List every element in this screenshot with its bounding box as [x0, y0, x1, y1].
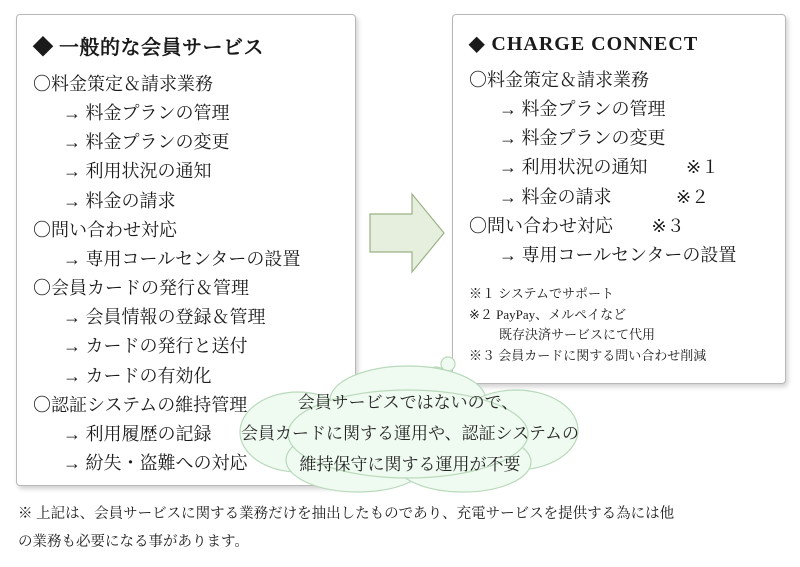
footnote: ※３ 会員カードに関する問い合わせ削減: [469, 347, 707, 363]
callout-line: 会員サービスではないので、: [297, 393, 519, 412]
list-item: [469, 241, 771, 270]
bottom-note-line-2: の業務も必要になる事があります。: [18, 534, 249, 551]
list-item: [469, 95, 771, 124]
list-item: → 専用コールセンターの設置: [63, 248, 301, 269]
list-item-label: → 料金の請求: [499, 186, 612, 207]
list-item: 〇問い合わせ対応: [33, 219, 177, 240]
left-panel-title: ◆ 一般的な会員サービス: [33, 37, 264, 59]
list-item: [469, 183, 771, 212]
right-arrow-icon: [368, 190, 446, 276]
footnote: ※１ システムでサポート: [469, 286, 614, 302]
list-item: → カードの有効化: [63, 365, 212, 386]
list-item: → 紛失・盗難への対応: [63, 453, 248, 474]
list-item: → 料金プランの管理: [63, 103, 230, 124]
list-item: → 利用履歴の記録: [63, 423, 212, 444]
list-item: [469, 153, 771, 182]
list-item-label: → 料金プランの管理: [499, 99, 666, 120]
list-item: [469, 212, 771, 241]
list-item: → 料金の請求: [63, 190, 176, 211]
list-item: [469, 66, 771, 95]
list-item: → 利用状況の通知: [63, 161, 212, 182]
list-item: → 料金プランの変更: [63, 132, 230, 153]
list-item: [469, 124, 771, 153]
list-item-note: ※２: [676, 186, 710, 207]
list-item: → 会員情報の登録＆管理: [63, 307, 266, 328]
list-item: 〇料金策定＆請求業務: [33, 74, 213, 94]
list-item-label: → 利用状況の通知: [499, 157, 648, 178]
callout-line: 会員カードに関する運用や、認証システムの: [241, 423, 579, 443]
footnote: ※２ PayPay、メルペイなど: [469, 306, 627, 322]
callout-text: [241, 388, 579, 481]
list-item-note: ※１: [686, 157, 720, 178]
bottom-note: [18, 500, 788, 557]
list-item-label: 〇問い合わせ対応: [469, 215, 613, 236]
list-item-label: 〇料金策定＆請求業務: [469, 70, 649, 90]
callout-line: 維持保守に関する運用が不要: [299, 454, 521, 474]
list-item: 〇認証システムの維持管理: [33, 394, 248, 415]
bottom-note-line-1: ※ 上記は、会員サービスに関する業務だけを抽出したものであり、充電サービスを提供する為には他: [18, 506, 675, 522]
charge-connect-panel: [452, 14, 786, 384]
right-panel-title: ◆ CHARGE CONNECT: [469, 33, 699, 55]
footnote: 既存決済サービスにて代用: [499, 327, 656, 343]
list-item: 〇会員カードの発行＆管理: [33, 278, 249, 299]
list-item-label: → 料金プランの変更: [499, 128, 666, 149]
list-item: → カードの発行と送付: [63, 336, 248, 357]
list-item-note: ※３: [651, 215, 685, 236]
list-item-label: → 専用コールセンターの設置: [499, 244, 737, 265]
